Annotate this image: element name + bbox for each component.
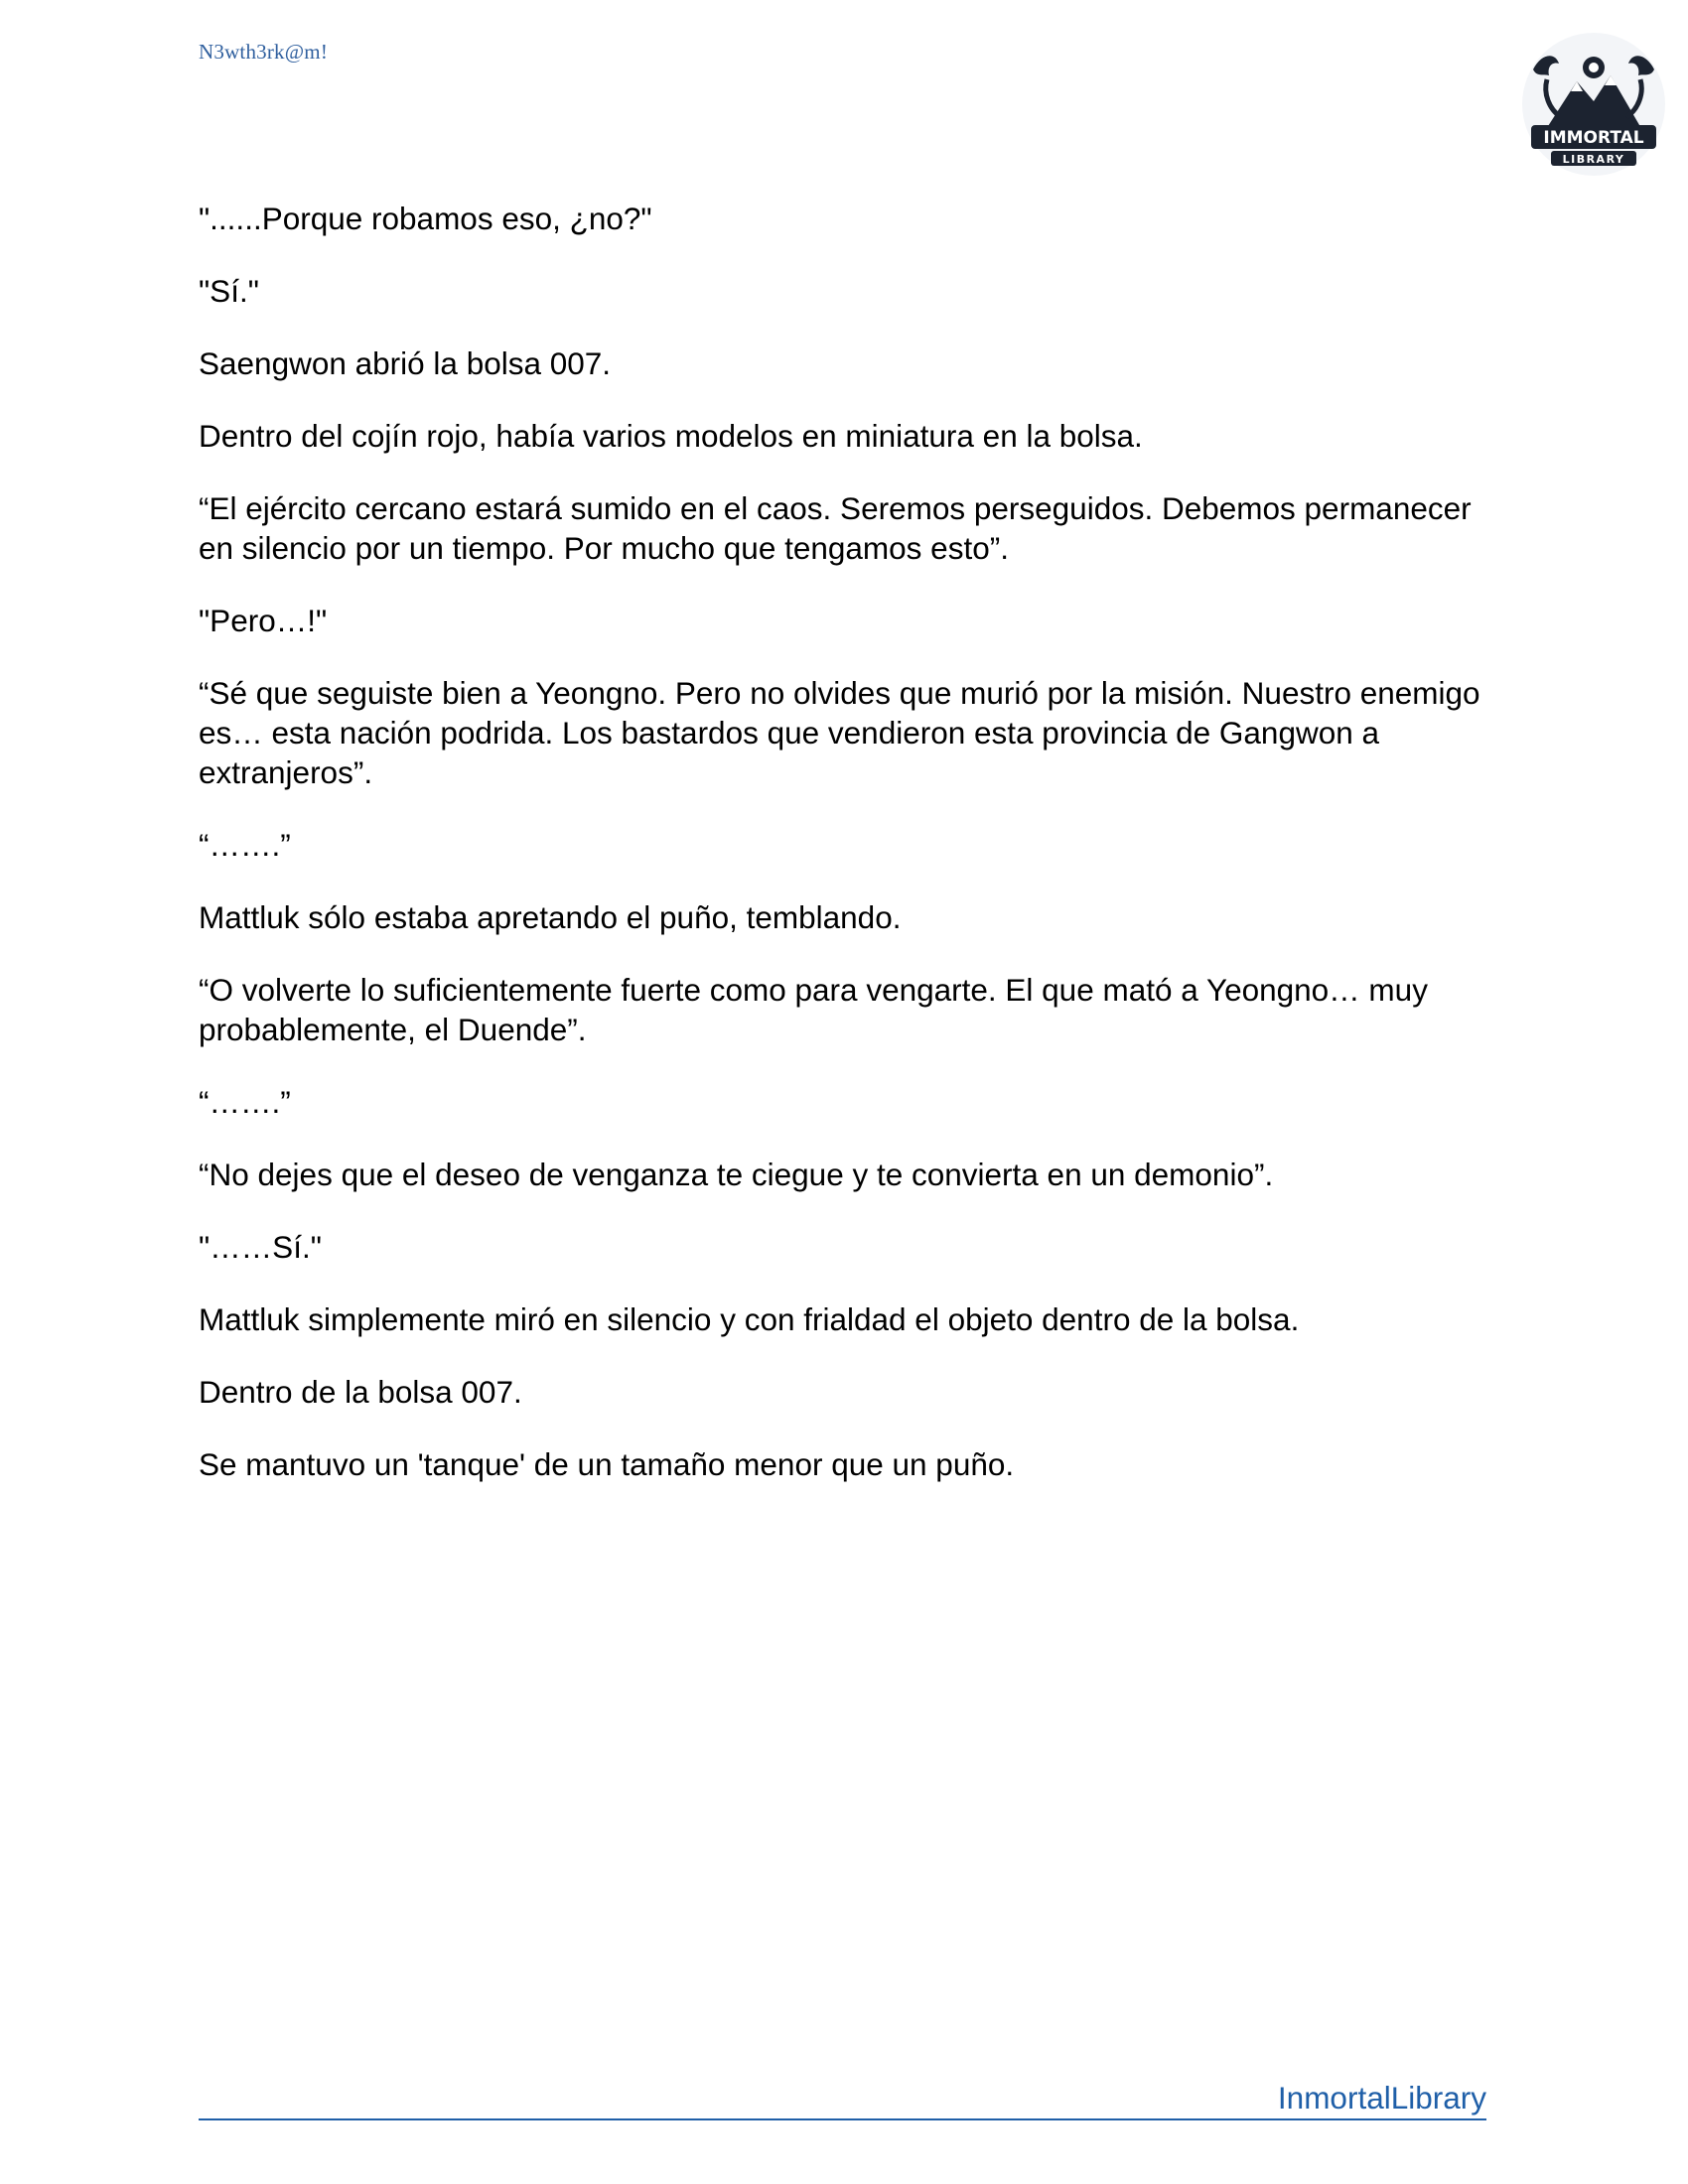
footer-rule — [199, 2075, 1486, 2120]
paragraph: “Sé que seguiste bien a Yeongno. Pero no olvides que murió por la misión. Nuestro enemigo es… esta nación podrida. Los bastardos que vendieron esta provincia de Gangwon a extranjeros”. — [199, 675, 1489, 790]
paragraph: “…….” — [199, 1084, 291, 1120]
footer-link[interactable]: InmortalLibrary — [1277, 2080, 1486, 2116]
logo-text-bottom: LIBRARY — [1562, 153, 1625, 166]
immortal-library-logo — [1519, 30, 1668, 179]
paragraph: Dentro del cojín rojo, había varios modelos en miniatura en la bolsa. — [199, 418, 1143, 454]
paragraph: “No dejes que el deseo de venganza te ciegue y te convierta en un demonio”. — [199, 1157, 1274, 1192]
paragraph: "……Sí." — [199, 1229, 322, 1265]
paragraph: "......Porque robamos eso, ¿no?" — [199, 201, 652, 236]
paragraph: “O volverte lo suficientemente fuerte como para vengarte. El que mató a Yeongno… muy probablemente, el Duende”. — [199, 972, 1437, 1047]
paragraph: Saengwon abrió la bolsa 007. — [199, 345, 612, 381]
paragraph: "Sí." — [199, 273, 259, 309]
paragraph: “…….” — [199, 827, 291, 863]
paragraph: Se mantuvo un 'tanque' de un tamaño menor que un puño. — [199, 1446, 1015, 1482]
logo-text-top: IMMORTAL — [1543, 128, 1644, 148]
paragraph: Mattluk sólo estaba apretando el puño, temblando. — [199, 899, 902, 935]
paragraph: Dentro de la bolsa 007. — [199, 1374, 522, 1410]
header-watermark: N3wth3rk@m! — [199, 40, 329, 64]
paragraph: “El ejército cercano estará sumido en el caos. Seremos perseguidos. Debemos permanecer en silencio por un tiempo. Por mucho que tengamos esto”. — [199, 490, 1480, 566]
paragraph: Mattluk simplemente miró en silencio y con frialdad el objeto dentro de la bolsa. — [199, 1301, 1300, 1337]
paragraph: "Pero…!" — [199, 603, 328, 638]
document-body — [199, 199, 1509, 1517]
